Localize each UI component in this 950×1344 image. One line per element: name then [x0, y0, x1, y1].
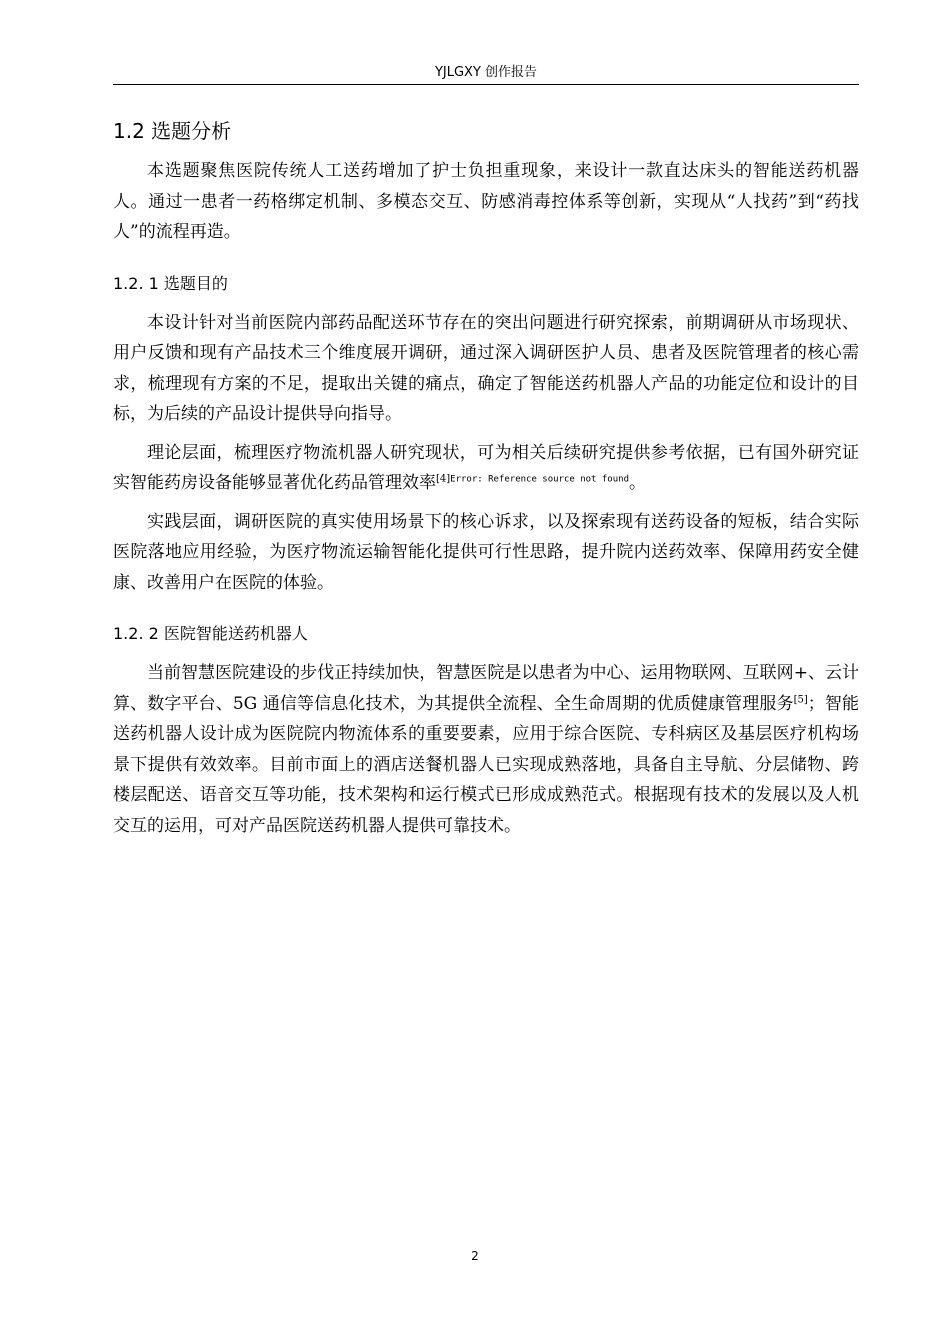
page-header-title: YJLGXY 创作报告 — [434, 65, 538, 80]
document-body — [113, 116, 859, 841]
citation-5[interactable]: [5] — [793, 693, 808, 705]
page-header — [113, 64, 859, 85]
section-heading-1-2-2: 1.2. 2 医院智能送药机器人 — [113, 624, 308, 643]
paragraph-theory-end: 。 — [628, 473, 646, 493]
paragraph-topic-analysis: 本选题聚焦医院传统人工送药增加了护士负担重现象，来设计一款直达床头的智能送药机器人。通过一患者一药格绑定机制、多模态交互、防感消毒控体系等创新，实现从“人找药”到“药找人”的流程再造。 — [113, 161, 859, 242]
citation-4[interactable]: [4] — [436, 473, 451, 485]
paragraph-theory — [113, 438, 859, 499]
paragraph-theory-text: 理论层面，梳理医疗物流机器人研究现状，可为相关后续研究提供参考依据，已有国外研究证实智能药房设备能够显著优化药品管理效率 — [113, 442, 859, 493]
section-heading-1-2: 1.2 选题分析 — [113, 119, 232, 143]
page-number: 2 — [471, 1249, 479, 1263]
paragraph-purpose: 本设计针对当前医院内部药品配送环节存在的突出问题进行研究探索，前期调研从市场现状、用户反馈和现有产品技术三个维度展开调研，通过深入调研医护人员、患者及医院管理者的核心需求，梳理现有方案的不足，提取出关键的痛点，确定了智能送药机器人产品的功能定位和设计的目标，为后续的产品设计提供导向指导。 — [113, 312, 859, 424]
paragraph-practice: 实践层面，调研医院的真实使用场景下的核心诉求，以及探索现有送药设备的短板，结合实际医院落地应用经验，为医疗物流运输智能化提供可行性思路，提升院内送药效率、保障用药安全健康、改善用户在医院的体验。 — [113, 511, 859, 593]
section-heading-1-2-1: 1.2. 1 选题目的 — [113, 273, 228, 293]
paragraph-smart-hospital-part-b: ；智能送药机器人设计成为医院院内物流体系的重要要素，应用于综合医院、专科病区及基层医疗机构场景下提供有效效率。目前市面上的酒店送餐机器人已实现成熟落地，具备自主导航、分层储物、跨楼层配送、语音交互等功能，技术架构和运行模式已形成成熟范式。根据现有技术的发展以及人机交互的运用，可对产品医院送药机器人提供可靠技术。 — [113, 693, 859, 836]
paragraph-smart-hospital-part-a: 当前智慧医院建设的步伐正持续加快，智慧医院是以患者为中心、运用物联网、互联网+、云计算、数字平台、5G 通信等信息化技术，为其提供全流程、全生命周期的优质健康管理服务 — [113, 663, 859, 714]
reference-error-text: Error: Reference source not found — [450, 474, 629, 485]
paragraph-smart-hospital — [113, 658, 859, 841]
